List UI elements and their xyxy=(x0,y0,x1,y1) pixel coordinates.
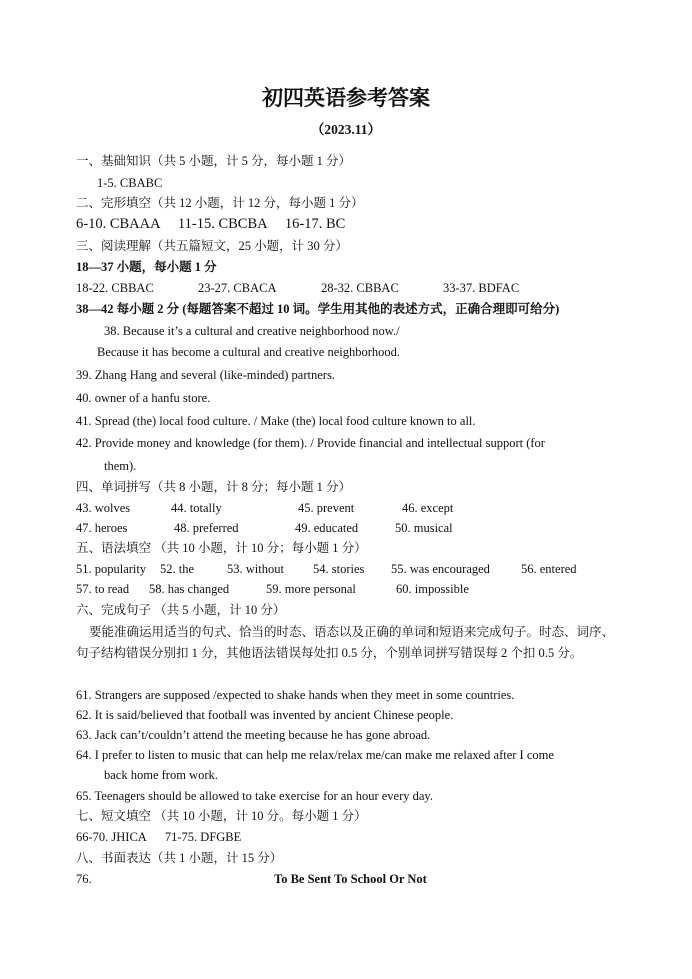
grammar-answer: 56. entered xyxy=(521,562,577,576)
spelling-answer: 45. prevent xyxy=(298,501,355,515)
answer-65: 65. Teenagers should be allowed to take exercise for an hour every day. xyxy=(76,789,433,803)
answer-42-line-2: them). xyxy=(104,459,137,473)
spelling-answer: 50. musical xyxy=(395,521,453,535)
essay-title: To Be Sent To School Or Not xyxy=(274,872,427,886)
section-6-heading: 六、完成句子 （共 5 小题，计 10 分） xyxy=(76,603,286,617)
spelling-answer: 48. preferred xyxy=(174,521,239,535)
grammar-answer: 60. impossible xyxy=(396,582,469,596)
answer-61: 61. Strangers are supposed /expected to shake hands when they meet in some countries. xyxy=(76,688,515,702)
spelling-answer: 44. totally xyxy=(171,501,222,515)
reading-answers-23-27: 23-27. CBACA xyxy=(198,281,277,295)
section-8-heading: 八、书面表达（共 1 小题，计 15 分） xyxy=(76,851,283,865)
grammar-answer: 59. more personal xyxy=(266,582,356,596)
section-1-answers: 1-5. CBABC xyxy=(97,176,163,190)
page-title: 初四英语参考答案 xyxy=(262,85,430,110)
spelling-answer: 49. educated xyxy=(295,521,359,535)
section-3-sub-heading-1: 18—37 小题，每小题 1 分 xyxy=(76,260,217,274)
answer-63: 63. Jack can’t/couldn’t attend the meeting because he has gone abroad. xyxy=(76,728,431,742)
answer-42-line-1: 42. Provide money and knowledge (for them). / Provide financial and intellectual support (for xyxy=(76,436,545,450)
section-5-heading: 五、语法填空 （共 10 小题，计 10 分；每小题 1 分） xyxy=(76,541,367,555)
reading-answers-28-32: 28-32. CBBAC xyxy=(321,281,399,295)
section-3-sub-heading-2: 38—42 每小题 2 分 (每题答案不超过 10 词。学生用其他的表述方式，正确合理即可给分) xyxy=(76,302,560,316)
spelling-answer: 43. wolves xyxy=(76,501,131,515)
spelling-answer: 46. except xyxy=(402,501,454,515)
answer-38-line-1: 38. Because it’s a cultural and creative neighborhood now./ xyxy=(104,324,400,338)
answer-40: 40. owner of a hanfu store. xyxy=(76,391,211,405)
reading-answers-18-22: 18-22. CBBAC xyxy=(76,281,154,295)
section-1-heading: 一、基础知识（共 5 小题，计 5 分，每小题 1 分） xyxy=(76,154,352,168)
section-3-heading: 三、阅读理解（共五篇短文，25 小题，计 30 分） xyxy=(76,239,348,253)
exam-date: （2023.11） xyxy=(310,122,382,137)
grammar-answer: 51. popularity xyxy=(76,562,147,576)
answer-64-line-2: back home from work. xyxy=(104,768,218,782)
spelling-answer: 47. heroes xyxy=(76,521,128,535)
grammar-answer: 53. without xyxy=(227,562,284,576)
answer-41: 41. Spread (the) local food culture. / Make (the) local food culture known to all. xyxy=(76,414,476,428)
section-4-heading: 四、单词拼写（共 8 小题，计 8 分；每小题 1 分） xyxy=(76,480,352,494)
reading-answers-33-37: 33-37. BDFAC xyxy=(443,281,520,295)
answer-62: 62. It is said/believed that football was invented by ancient Chinese people. xyxy=(76,708,454,722)
answer-64-line-1: 64. I prefer to listen to music that can help me relax/relax me/can make me relaxed after I come xyxy=(76,748,554,762)
section-2-answers: 6-10. CBAAA 11-15. CBCBA 16-17. BC xyxy=(76,216,346,232)
section-7-heading: 七、短文填空 （共 10 小题，计 10 分。每小题 1 分） xyxy=(76,809,367,823)
section-2-heading: 二、完形填空（共 12 小题，计 12 分，每小题 1 分） xyxy=(76,196,364,210)
grammar-answer: 55. was encouraged xyxy=(391,562,490,576)
grammar-answer: 52. the xyxy=(160,562,195,576)
section-7-answers: 66-70. JHICA 71-75. DFGBE xyxy=(76,830,242,844)
answer-38-line-2: Because it has become a cultural and creative neighborhood. xyxy=(97,345,401,359)
question-76-number: 76. xyxy=(76,872,92,886)
grammar-answer: 57. to read xyxy=(76,582,130,596)
grammar-answer: 54. stories xyxy=(313,562,365,576)
answer-39: 39. Zhang Hang and several (like-minded) partners. xyxy=(76,368,335,382)
grammar-answer: 58. has changed xyxy=(149,582,230,596)
section-6-grading-note: 要能准确运用适当的句式、恰当的时态、语态以及正确的单词和短语来完成句子。时态、词序、句子结构错误分别扣 1 分，其他语法错误每处扣 0.5 分，个别单词拼写错误每 2 个扣 0.5 分。 xyxy=(76,625,615,660)
